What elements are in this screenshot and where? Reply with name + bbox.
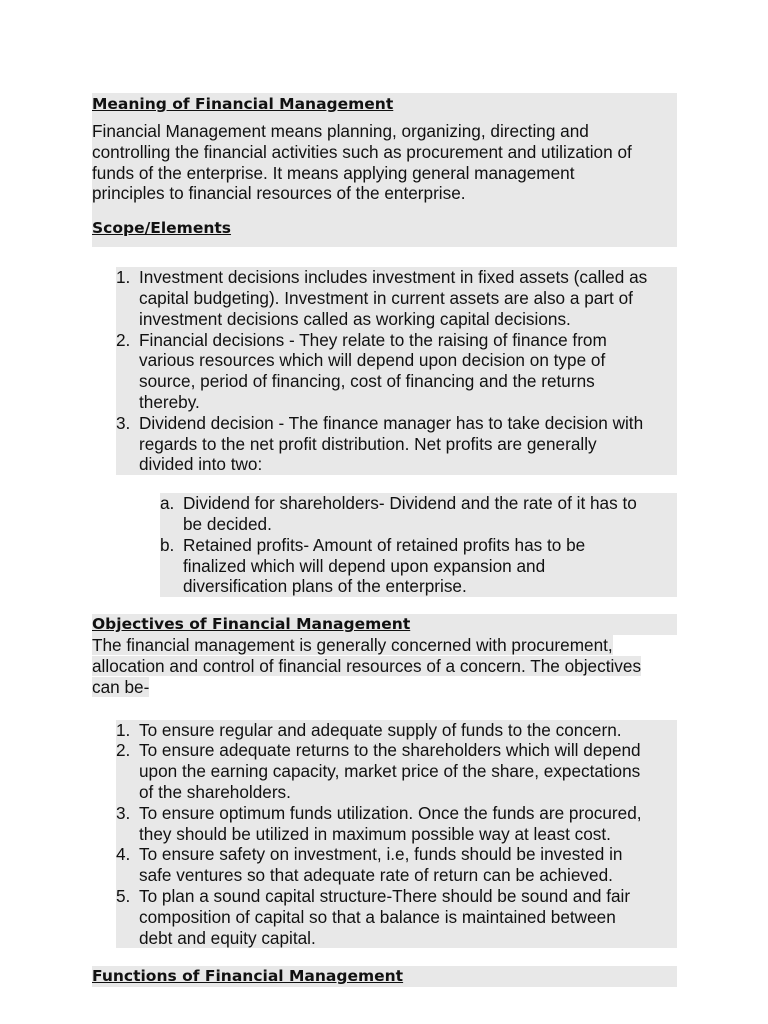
intro-line: The financial management is generally concerned with procurement, [92, 635, 613, 656]
list-item: b. Retained profits- Amount of retained profits has to be finalized which will depend upon expansion and diversification plans of the enterprise. [160, 534, 586, 597]
meaning-body [92, 121, 677, 204]
list-marker: 3. [116, 802, 131, 823]
meaning-line: Financial Management means planning, organizing, directing and [92, 121, 589, 141]
functions-heading: Functions of Financial Management [92, 966, 677, 987]
objectives-list [116, 720, 677, 949]
document-page [92, 93, 677, 987]
list-marker: 1. [116, 267, 131, 288]
objectives-heading: Objectives of Financial Management [92, 614, 677, 635]
list-marker: 1. [116, 719, 131, 740]
list-item: 3. Dividend decision - The finance manager has to take decision with regards to the net profit distribution. Net profits are generally divided into two: [116, 412, 644, 475]
meaning-line: controlling the financial activities such as procurement and utilization of [92, 141, 632, 162]
intro-line: allocation and control of financial resources of a concern. The objectives [92, 655, 642, 676]
objectives-intro [92, 635, 677, 697]
scope-sublist [160, 493, 677, 597]
list-item: 1. Investment decisions includes investment in fixed assets (called as capital budgeting). Investment in current assets are also a part of investment decisions called as working capital decisions. [116, 267, 648, 329]
meaning-line: funds of the enterprise. It means applying general management [92, 162, 575, 183]
list-item: 2. Financial decisions - They relate to the raising of finance from various resources which will depend upon decision on type of source, period of financing, cost of financing and the returns thereby. [116, 329, 607, 412]
list-item: 4. To ensure safety on investment, i.e, funds should be invested in safe ventures so that adequate rate of return can be achieved. [116, 844, 623, 886]
list-marker: 3. [116, 412, 131, 433]
intro-line: can be- [92, 676, 150, 697]
list-marker: 2. [116, 329, 131, 350]
list-marker: 4. [116, 844, 131, 865]
meaning-section [92, 93, 677, 247]
list-marker: 5. [116, 885, 131, 906]
list-marker: 2. [116, 740, 131, 761]
list-marker: a. [160, 493, 175, 514]
list-item: 1. To ensure regular and adequate supply of funds to the concern. [116, 719, 622, 740]
list-item: 2. To ensure adequate returns to the shareholders which will depend upon the earning capacity, market price of the share, expectations of the shareholders. [116, 740, 641, 802]
list-item: 3. To ensure optimum funds utilization. Once the funds are procured, they should be utilized in maximum possible way at least cost. [116, 802, 642, 844]
scope-heading: Scope/Elements [92, 219, 232, 238]
list-marker: b. [160, 534, 175, 555]
objectives-section [92, 614, 677, 697]
scope-list [116, 267, 677, 475]
list-item: a. Dividend for shareholders- Dividend and the rate of it has to be decided. [160, 493, 637, 534]
list-item: 5. To plan a sound capital structure-There should be sound and fair composition of capital so that a balance is maintained between debt and equity capital. [116, 885, 631, 948]
meaning-line: principles to financial resources of the enterprise. [92, 183, 466, 204]
meaning-heading: Meaning of Financial Management [92, 95, 394, 113]
